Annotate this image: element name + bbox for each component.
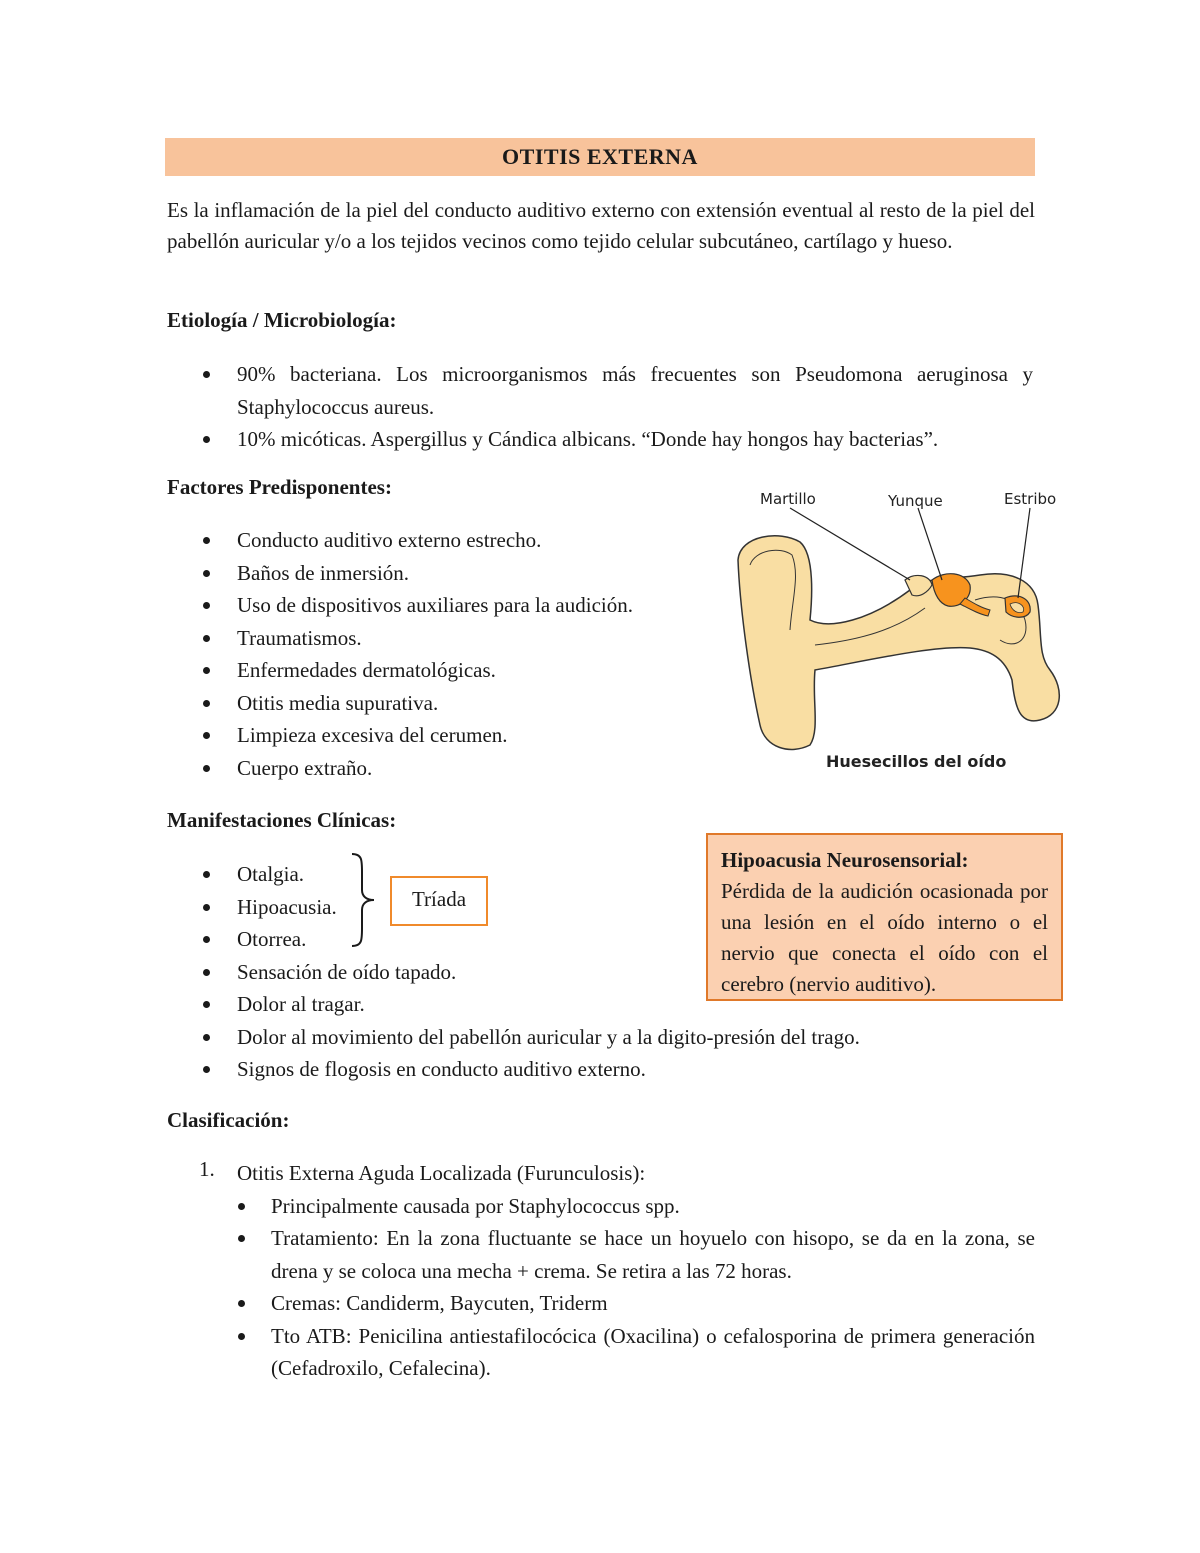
list-item: Otorrea. [167,923,1035,956]
label-yunque: Yunque [888,492,943,510]
item-title: Otitis Externa Aguda Localizada (Furunculosis): [237,1161,646,1185]
page-title: OTITIS EXTERNA [165,138,1035,176]
list-item: Otitis media supurativa. [167,687,707,720]
yunque-leader [918,508,942,580]
list-item: 10% micóticas. Aspergillus y Cándica albicans. “Donde hay hongos hay bacterias”. [167,423,1033,456]
list-item: Hipoacusia. [167,891,1035,924]
hipoacusia-body: Pérdida de la audición ocasionada por una lesión en el oído interno o el nervio que conecta el oído con el cerebro (nervio auditivo). [721,879,1048,996]
factores-heading: Factores Predisponentes: [167,475,392,499]
factores-list [167,524,707,784]
label-estribo: Estribo [1004,490,1057,508]
etiologia-heading: Etiología / Microbiología: [167,308,397,332]
ear-canal-shape [738,536,1059,750]
list-item: Signos de flogosis en conducto auditivo externo. [167,1053,1035,1086]
figure-caption: Huesecillos del oído [826,752,1007,771]
triada-box: Tríada [390,876,488,926]
list-item: Traumatismos. [167,622,707,655]
manifestaciones-heading: Manifestaciones Clínicas: [167,808,397,832]
list-item: Conducto auditivo externo estrecho. [167,524,707,557]
list-item: Otalgia. [167,858,1035,891]
clasificacion-heading: Clasificación: [167,1108,290,1132]
etiologia-list [167,358,1033,456]
list-item: 90% bacteriana. Los microorganismos más frecuentes son Pseudomona aeruginosa y Staphylococcus aureus. [167,358,1033,423]
item-number: 1. [199,1157,215,1181]
list-item: Principalmente causada por Staphylococcus spp. [167,1190,1035,1223]
intro-paragraph: Es la inflamación de la piel del conducto auditivo externo con extensión eventual al resto de la piel del pabellón auricular y/o a los tejidos vecinos como tejido celular subcutáneo, cartílago y hueso. [167,198,1035,253]
list-item: Cremas: Candiderm, Baycuten, Triderm [167,1287,1035,1320]
list-item: Uso de dispositivos auxiliares para la audición. [167,589,707,622]
list-item: Tratamiento: En la zona fluctuante se hace un hoyuelo con hisopo, se da en la zona, se drena y se coloca una mecha + crema. Se retira a las 72 horas. [167,1222,1035,1287]
clasificacion-sublist [167,1190,1035,1385]
clasificacion-list [167,1157,1035,1385]
label-martillo: Martillo [760,490,816,508]
list-item: Dolor al tragar. [167,988,1035,1021]
hipoacusia-info-box [706,833,1063,1001]
ear-ossicles-figure [720,480,1080,780]
list-item: Tto ATB: Penicilina antiestafilocócica (Oxacilina) o cefalosporina de primera generación (Cefadroxilo, Cefalecina). [167,1320,1035,1385]
list-item: Limpieza excesiva del cerumen. [167,719,707,752]
list-item: Dolor al movimiento del pabellón auricular y a la digito-presión del trago. [167,1021,1035,1054]
list-item: Enfermedades dermatológicas. [167,654,707,687]
brace-icon [348,852,380,948]
list-item: Baños de inmersión. [167,557,707,590]
hipoacusia-title: Hipoacusia Neurosensorial: [721,848,969,872]
list-item: Cuerpo extraño. [167,752,707,785]
clasificacion-item-1 [167,1157,1035,1190]
list-item: Sensación de oído tapado. [167,956,1035,989]
